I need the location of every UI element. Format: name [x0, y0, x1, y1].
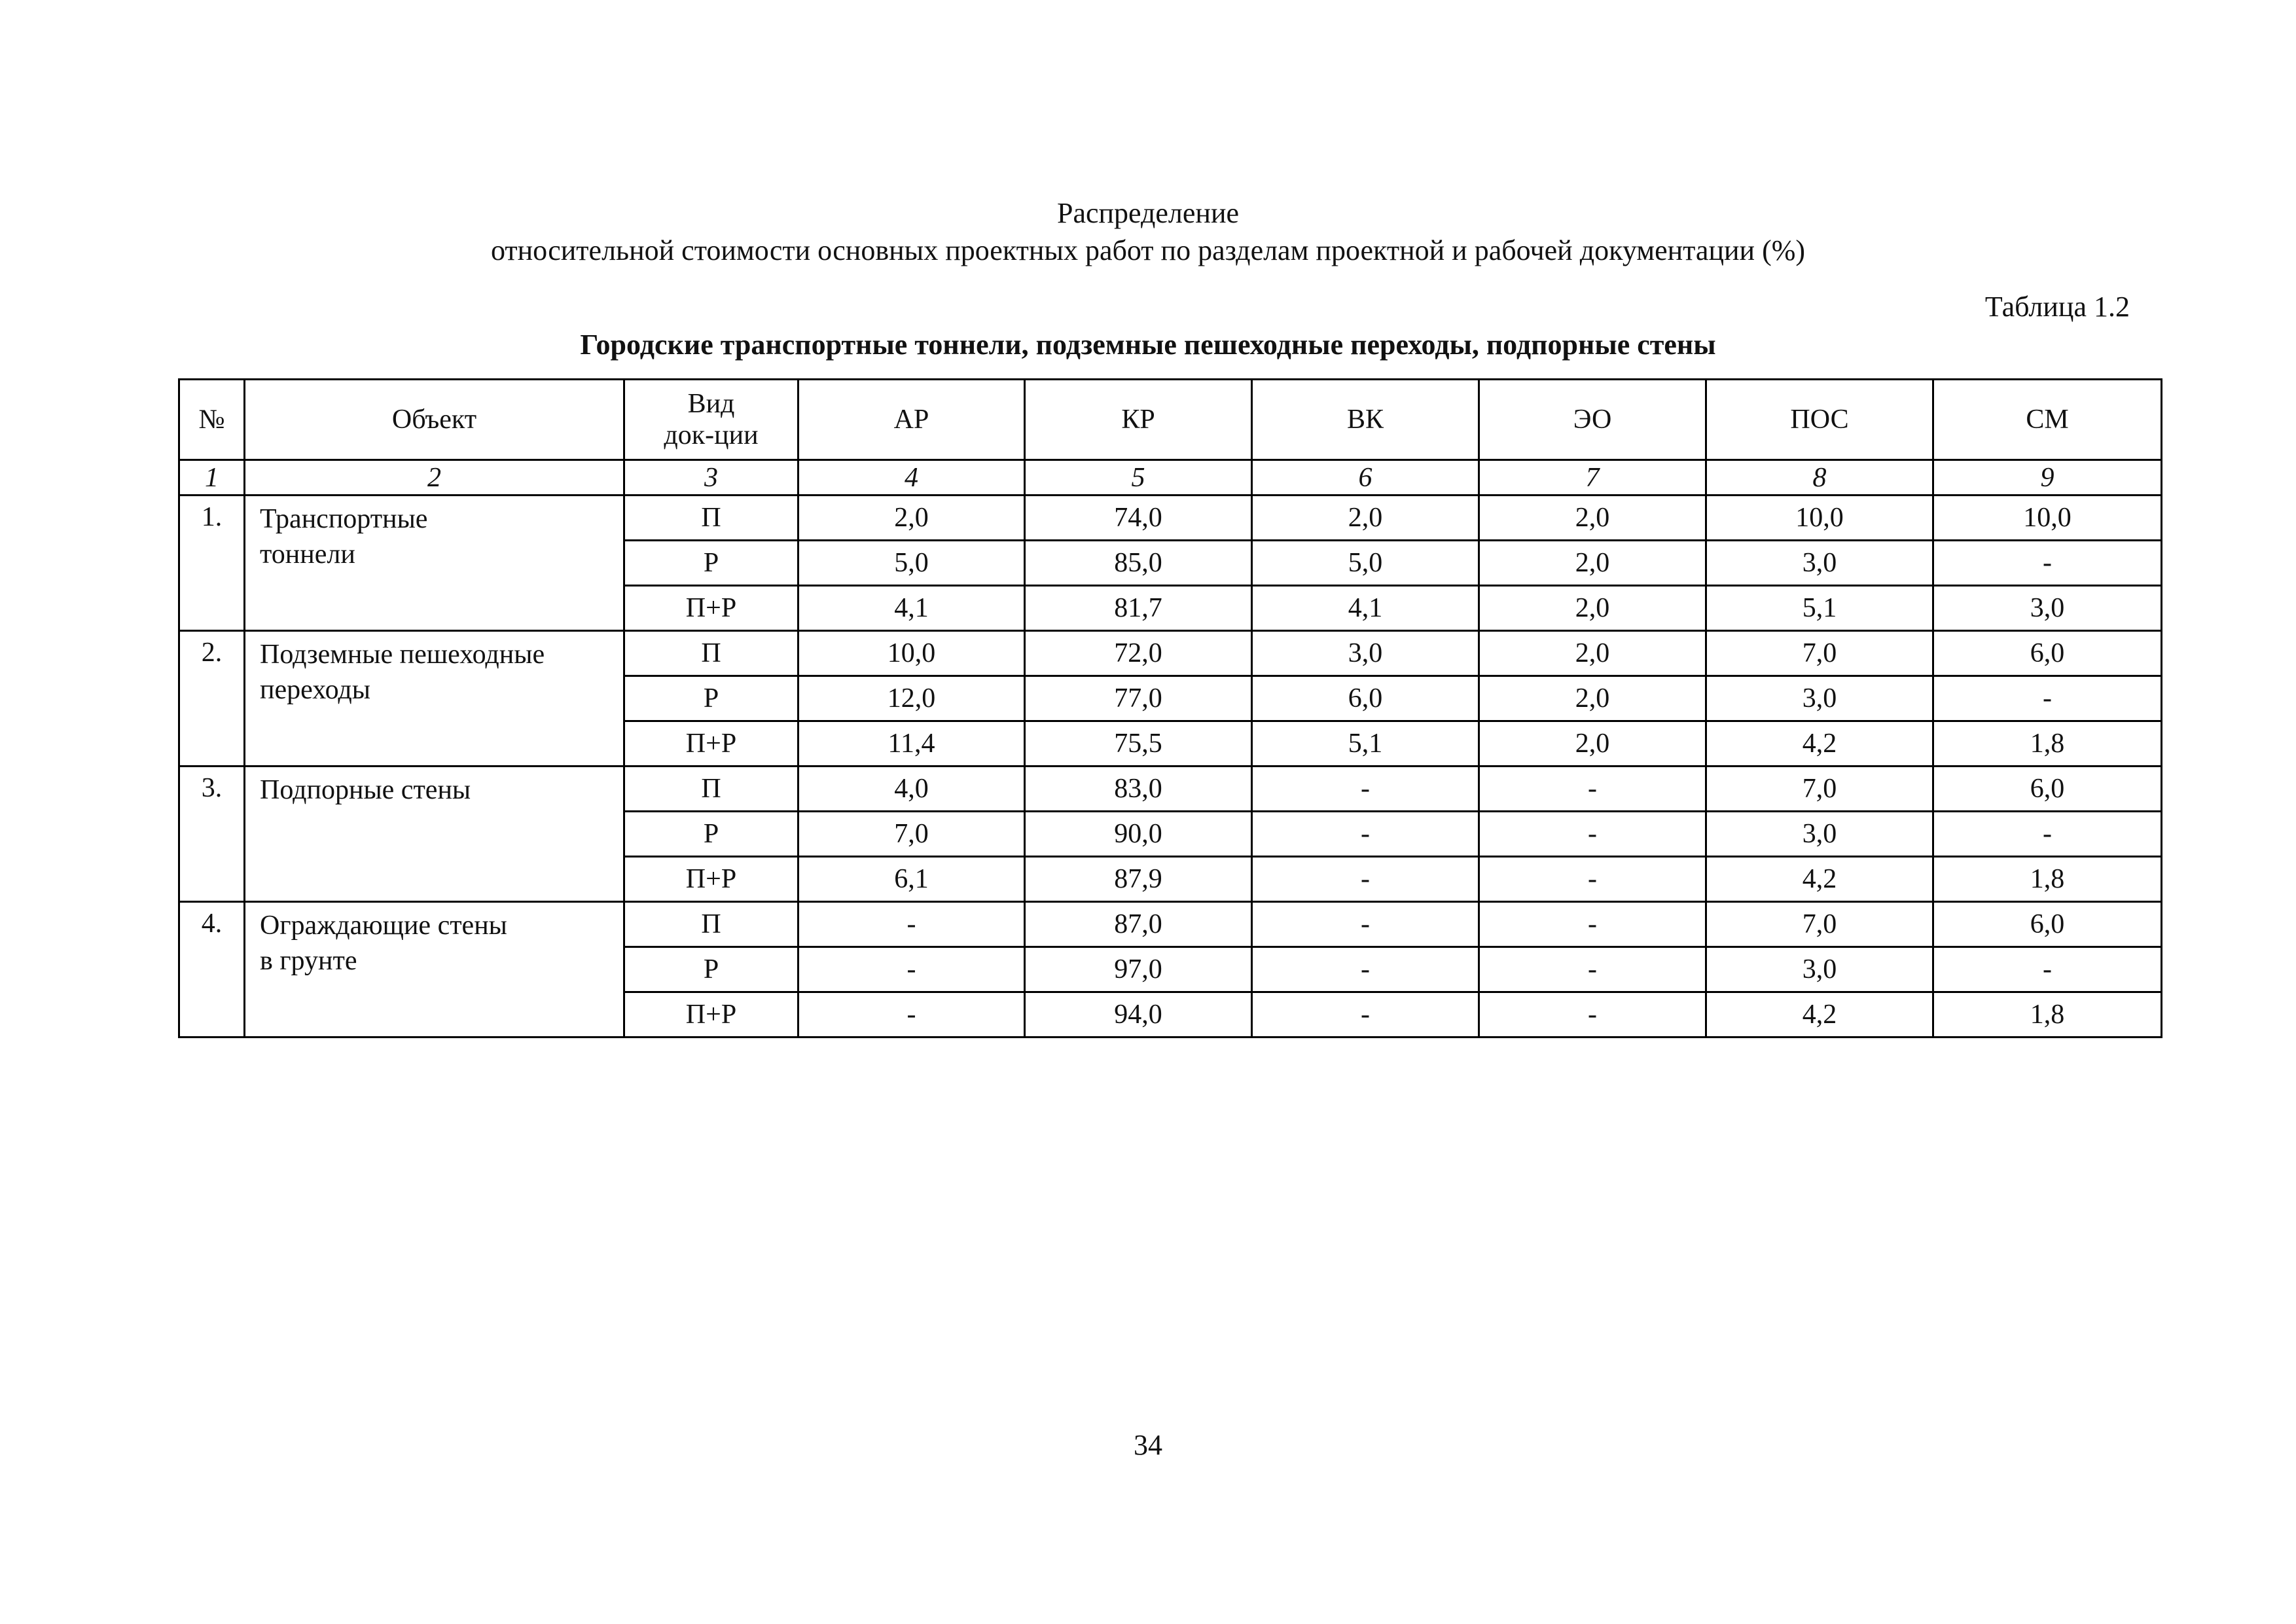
header-doc-type — [624, 380, 798, 460]
value-cell-ar: 4,1 — [798, 586, 1025, 631]
header-vk: ВК — [1252, 380, 1479, 460]
header-number: № — [179, 380, 245, 460]
value-cell-sm: 1,8 — [1933, 857, 2162, 902]
value-cell-vk: - — [1252, 812, 1479, 857]
object-name-line: Подземные пешеходные — [260, 640, 545, 670]
object-name — [245, 902, 624, 1038]
value-cell-pos: 7,0 — [1706, 767, 1933, 812]
column-number: 8 — [1706, 460, 1933, 496]
value-cell-eo: 2,0 — [1479, 586, 1706, 631]
doc-type-cell: П+Р — [624, 857, 798, 902]
value-cell-sm: 3,0 — [1933, 586, 2162, 631]
value-cell-vk: - — [1252, 902, 1479, 947]
header-kr: КР — [1025, 380, 1252, 460]
value-cell-eo: - — [1479, 947, 1706, 992]
value-cell-pos: 3,0 — [1706, 541, 1933, 586]
header-object: Объект — [245, 380, 624, 460]
value-cell-pos: 7,0 — [1706, 902, 1933, 947]
header-row — [179, 380, 2162, 460]
column-number: 7 — [1479, 460, 1706, 496]
value-cell-eo: 2,0 — [1479, 496, 1706, 541]
object-name-line: Транспортные — [260, 504, 428, 534]
page-number: 34 — [1134, 1429, 1162, 1461]
cost-distribution-table — [178, 378, 2162, 1038]
object-name-line: Ограждающие стены — [260, 911, 507, 941]
object-name-line: переходы — [260, 675, 370, 705]
object-name — [245, 631, 624, 767]
column-number: 5 — [1025, 460, 1252, 496]
table-label: Таблица 1.2 — [1984, 291, 2130, 323]
table-title: Городские транспортные тоннели, подземные пешеходные переходы, подпорные стены — [580, 329, 1716, 361]
value-cell-pos: 4,2 — [1706, 721, 1933, 767]
value-cell-pos: 5,1 — [1706, 586, 1933, 631]
value-cell-vk: 5,1 — [1252, 721, 1479, 767]
value-cell-kr: 94,0 — [1025, 992, 1252, 1038]
doc-type-cell: П — [624, 767, 798, 812]
value-cell-vk: 2,0 — [1252, 496, 1479, 541]
value-cell-sm: 6,0 — [1933, 767, 2162, 812]
value-cell-ar: 4,0 — [798, 767, 1025, 812]
value-cell-eo: - — [1479, 902, 1706, 947]
column-number: 1 — [179, 460, 245, 496]
value-cell-kr: 97,0 — [1025, 947, 1252, 992]
value-cell-pos: 4,2 — [1706, 857, 1933, 902]
value-cell-sm: - — [1933, 947, 2162, 992]
value-cell-ar: - — [798, 992, 1025, 1038]
heading-subtitle: относительной стоимости основных проектных работ по разделам проектной и рабочей документации (%) — [490, 234, 1806, 266]
value-cell-pos: 10,0 — [1706, 496, 1933, 541]
value-cell-sm: 10,0 — [1933, 496, 2162, 541]
heading-title: Распределение — [1056, 197, 1240, 229]
table-row — [179, 767, 2162, 812]
column-number: 9 — [1933, 460, 2162, 496]
value-cell-kr: 81,7 — [1025, 586, 1252, 631]
value-cell-sm: - — [1933, 812, 2162, 857]
value-cell-kr: 75,5 — [1025, 721, 1252, 767]
row-number: 3. — [179, 767, 245, 902]
doc-type-cell: Р — [624, 947, 798, 992]
value-cell-ar: 2,0 — [798, 496, 1025, 541]
value-cell-eo: 2,0 — [1479, 721, 1706, 767]
header-doc-type-line2: док-ции — [664, 420, 759, 450]
value-cell-ar: 12,0 — [798, 676, 1025, 721]
header-pos: ПОС — [1706, 380, 1933, 460]
doc-type-cell: Р — [624, 676, 798, 721]
object-name-line: Подпорные стены — [260, 775, 471, 805]
value-cell-eo: 2,0 — [1479, 541, 1706, 586]
value-cell-sm: 6,0 — [1933, 631, 2162, 676]
object-name — [245, 496, 624, 631]
doc-type-cell: П+Р — [624, 721, 798, 767]
value-cell-ar: - — [798, 902, 1025, 947]
value-cell-kr: 87,9 — [1025, 857, 1252, 902]
value-cell-pos: 3,0 — [1706, 947, 1933, 992]
value-cell-kr: 85,0 — [1025, 541, 1252, 586]
value-cell-kr: 83,0 — [1025, 767, 1252, 812]
value-cell-pos: 4,2 — [1706, 992, 1933, 1038]
value-cell-ar: 11,4 — [798, 721, 1025, 767]
value-cell-sm: 1,8 — [1933, 992, 2162, 1038]
column-number: 2 — [245, 460, 624, 496]
row-number: 4. — [179, 902, 245, 1038]
value-cell-pos: 3,0 — [1706, 812, 1933, 857]
value-cell-eo: - — [1479, 857, 1706, 902]
doc-type-cell: П+Р — [624, 586, 798, 631]
value-cell-vk: - — [1252, 992, 1479, 1038]
value-cell-ar: 5,0 — [798, 541, 1025, 586]
value-cell-sm: - — [1933, 541, 2162, 586]
value-cell-eo: 2,0 — [1479, 676, 1706, 721]
value-cell-kr: 90,0 — [1025, 812, 1252, 857]
value-cell-vk: - — [1252, 857, 1479, 902]
value-cell-sm: 1,8 — [1933, 721, 2162, 767]
doc-type-cell: П — [624, 631, 798, 676]
value-cell-pos: 7,0 — [1706, 631, 1933, 676]
doc-type-cell: П — [624, 496, 798, 541]
value-cell-vk: 3,0 — [1252, 631, 1479, 676]
value-cell-vk: - — [1252, 947, 1479, 992]
table-row — [179, 496, 2162, 541]
value-cell-kr: 72,0 — [1025, 631, 1252, 676]
doc-type-cell: П — [624, 902, 798, 947]
row-number: 2. — [179, 631, 245, 767]
header-doc-type-line1: Вид — [687, 389, 735, 419]
doc-type-cell: Р — [624, 541, 798, 586]
value-cell-eo: - — [1479, 767, 1706, 812]
doc-type-cell: П+Р — [624, 992, 798, 1038]
object-name-line: в грунте — [260, 946, 357, 976]
value-cell-ar: 10,0 — [798, 631, 1025, 676]
column-number: 6 — [1252, 460, 1479, 496]
value-cell-ar: - — [798, 947, 1025, 992]
column-number-row — [179, 460, 2162, 496]
column-number: 4 — [798, 460, 1025, 496]
doc-type-cell: Р — [624, 812, 798, 857]
value-cell-ar: 7,0 — [798, 812, 1025, 857]
table-row — [179, 902, 2162, 947]
value-cell-vk: 5,0 — [1252, 541, 1479, 586]
value-cell-sm: - — [1933, 676, 2162, 721]
object-name-line: тоннели — [260, 539, 355, 569]
value-cell-vk: - — [1252, 767, 1479, 812]
column-number: 3 — [624, 460, 798, 496]
header-eo: ЭО — [1479, 380, 1706, 460]
value-cell-kr: 77,0 — [1025, 676, 1252, 721]
row-number: 1. — [179, 496, 245, 631]
value-cell-eo: - — [1479, 812, 1706, 857]
header-sm: СМ — [1933, 380, 2162, 460]
value-cell-pos: 3,0 — [1706, 676, 1933, 721]
table-body — [179, 496, 2162, 1038]
object-name — [245, 767, 624, 902]
value-cell-eo: 2,0 — [1479, 631, 1706, 676]
value-cell-sm: 6,0 — [1933, 902, 2162, 947]
value-cell-vk: 6,0 — [1252, 676, 1479, 721]
value-cell-kr: 74,0 — [1025, 496, 1252, 541]
table-row — [179, 631, 2162, 676]
value-cell-eo: - — [1479, 992, 1706, 1038]
value-cell-vk: 4,1 — [1252, 586, 1479, 631]
value-cell-kr: 87,0 — [1025, 902, 1252, 947]
value-cell-ar: 6,1 — [798, 857, 1025, 902]
header-ar: АР — [798, 380, 1025, 460]
